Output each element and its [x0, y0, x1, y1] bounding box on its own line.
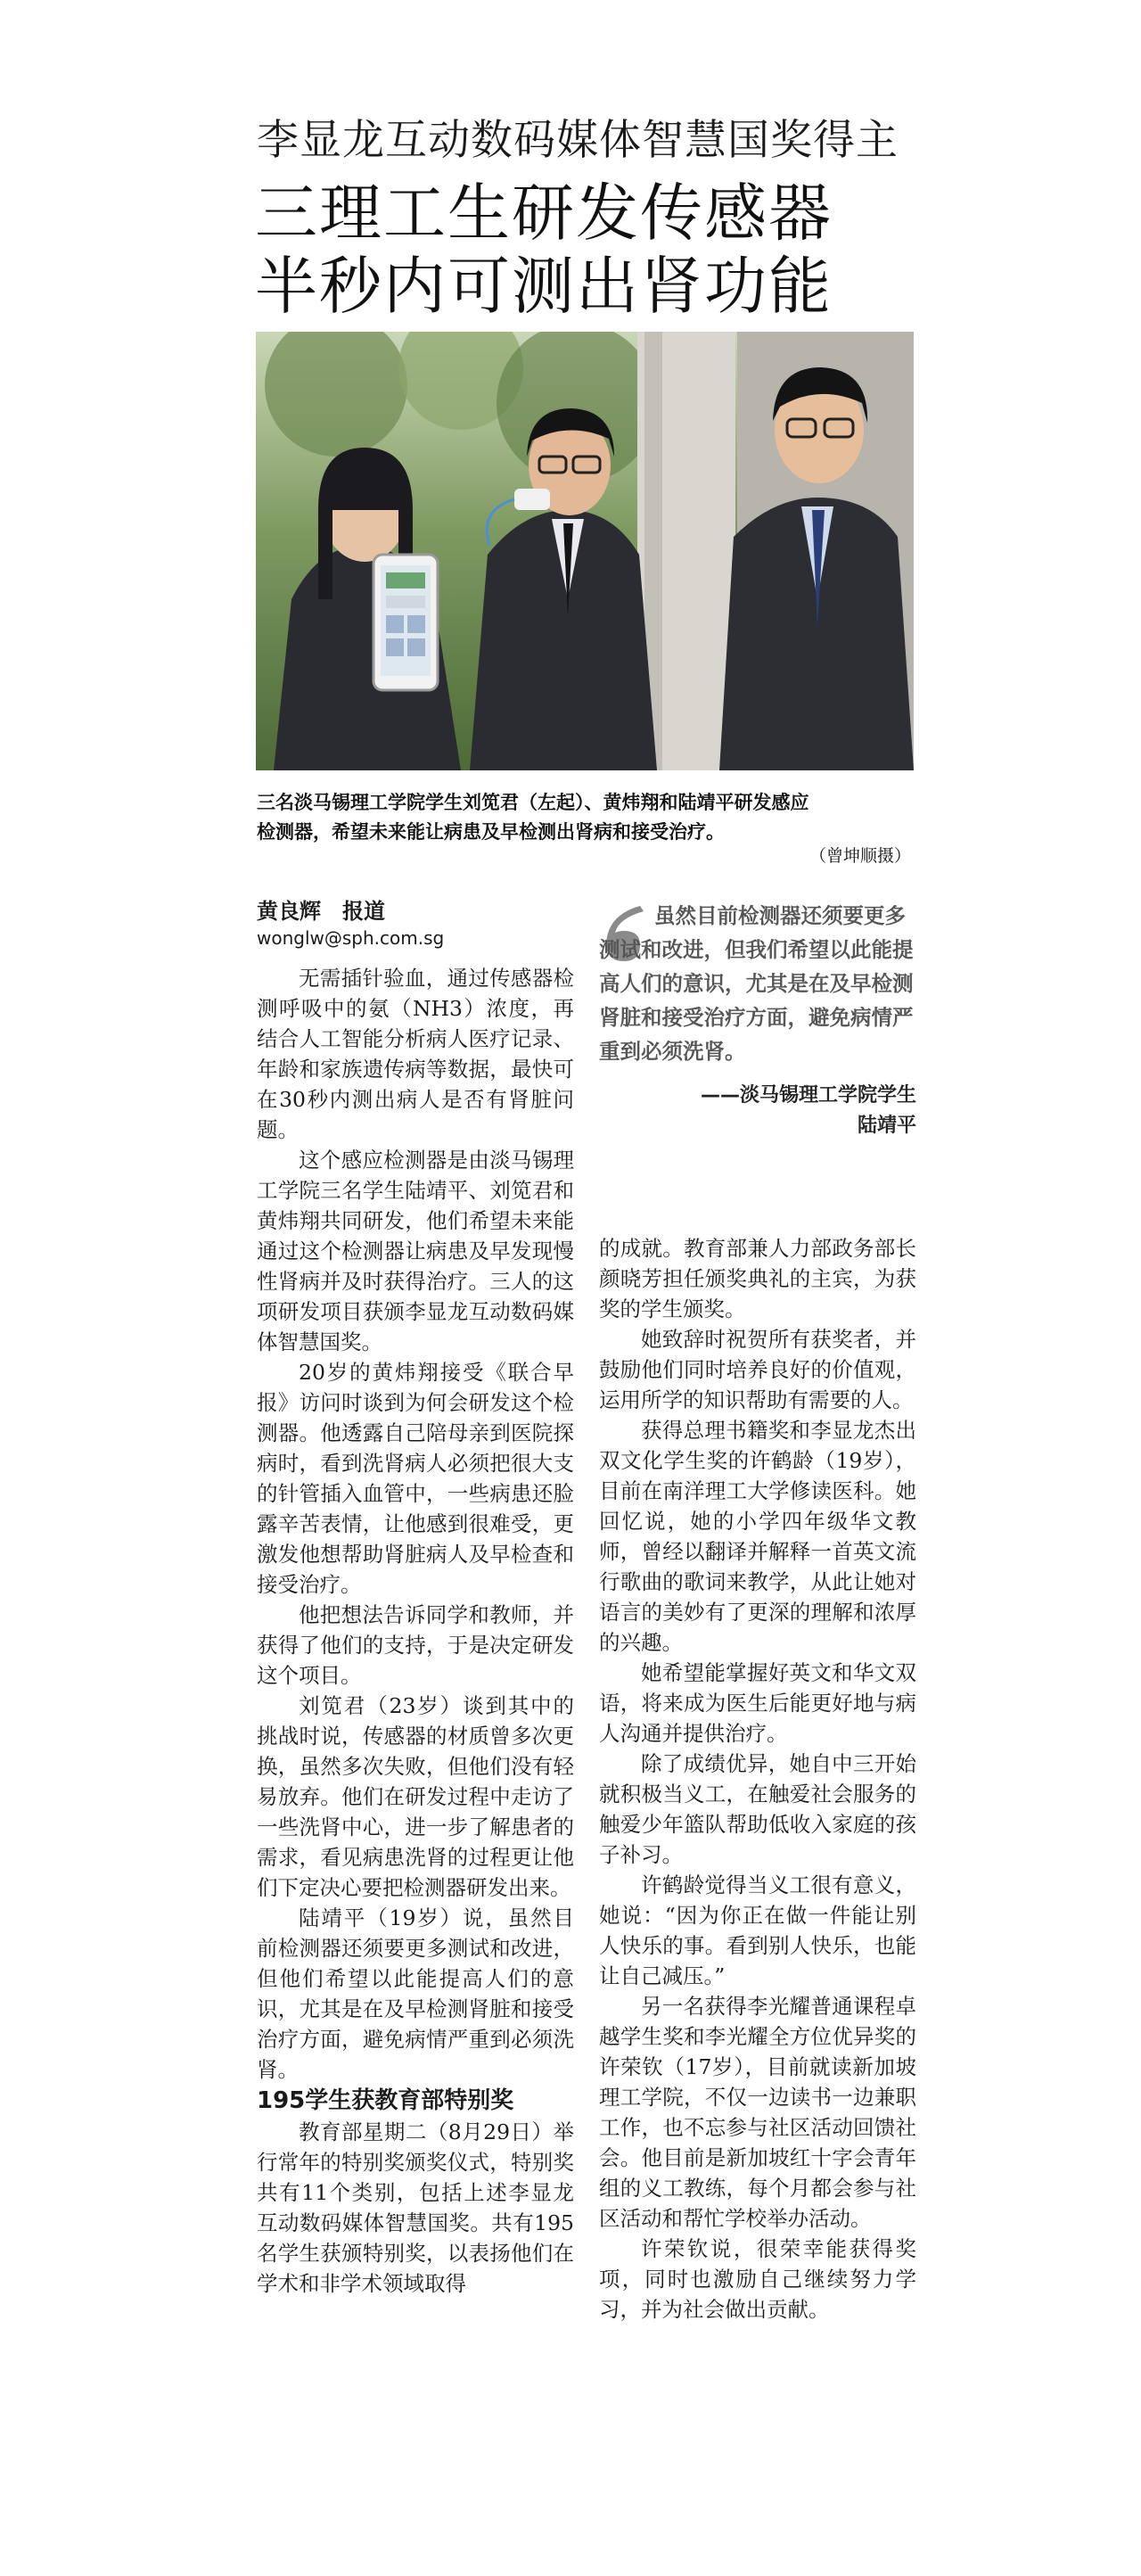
left-column: [257, 963, 574, 2299]
byline-name: 黄良辉 报道: [257, 899, 385, 924]
byline: [257, 897, 578, 951]
right-paragraph-2: 获得总理书籍奖和李显龙杰出双文化学生奖的许鹤龄（19岁），目前在南洋理工大学修读医科。她回忆说，她的小学四年级华文教师，曾经以翻译并解释一首英文流行歌曲的歌词来教学，从此让她对语言的美妙有了更深的理解和浓厚的兴趣。: [599, 1418, 916, 1655]
headline-line-1: 三理工生研发传感器: [255, 177, 833, 250]
left-paragraph-2: 这个感应检测器是由淡马锡理工学院三名学生陆靖平、刘笕君和黄炜翔共同研发，他们希望未来能通过这个检测器让病患及早发现慢性肾病并及时获得治疗。三人的这项研发项目获颁李显龙互动数码媒体智慧国奖。: [257, 1148, 574, 1354]
pull-quote: [599, 899, 920, 1141]
photo-caption-line-2: 检测器，希望未来能让病患及早检测出肾病和接受治疗。: [257, 821, 725, 843]
pull-quote-text: 虽然目前检测器还须要更多测试和改进，但我们希望以此能提高人们的意识，尤其是在及早检测肾脏和接受治疗方面，避免病情严重到必须洗肾。: [599, 903, 914, 1064]
headline: [255, 177, 968, 323]
right-column: [599, 1233, 916, 2325]
right-paragraph-7: 许荣钦说，很荣幸能获得奖项，同时也激励自己继续努力学习，并为社会做出贡献。: [599, 2236, 916, 2322]
right-continuation: 的成就。教育部兼人力部政务部长颜晓芳担任颁奖典礼的主宾，为获奖的学生颁奖。: [599, 1236, 916, 1321]
section-subhead: 195学生获教育部特别奖: [257, 2087, 514, 2114]
photo-credit: （曾坤顺摄）: [809, 846, 911, 866]
pull-quote-attribution-line-1: ——淡马锡理工学院学生: [700, 1084, 916, 1107]
right-paragraph-5: 许鹤龄觉得当义工很有意义，她说：“因为你正在做一件能让别人快乐的事。看到别人快乐，也能让自己减压。”: [599, 1872, 916, 1988]
left-paragraph-4: 他把想法告诉同学和教师，并获得了他们的支持，于是决定研发这个项目。: [257, 1602, 574, 1688]
photo-caption: [257, 788, 913, 847]
right-paragraph-4: 除了成绩优异，她自中三开始就积极当义工，在触爱社会服务的触爱少年篮队帮助低收入家庭的孩子补习。: [599, 1751, 916, 1867]
left-paragraph-6: 陆靖平（19岁）说，虽然目前检测器还须要更多测试和改进，但他们希望以此能提高人们的意识，尤其是在及早检测肾脏和接受治疗方面，避免病情严重到必须洗肾。: [257, 1905, 574, 2082]
right-paragraph-6: 另一名获得李光耀普通课程卓越学生奖和李光耀全方位优异奖的许荣钦（17岁），目前就读新加坡理工学院，不仅一边读书一边兼职工作，也不忘参与社区活动回馈社会。他目前是新加坡红十字会青年组的义工教练，每个月都会参与社区活动和帮忙学校举办活动。: [599, 1994, 916, 2231]
pull-quote-attribution-line-2: 陆靖平: [857, 1115, 916, 1137]
article-photo: [256, 332, 914, 770]
left-paragraph-7: 教育部星期二（8月29日）举行常年的特别奖颁奖仪式，特别奖共有11个类别，包括上述李显龙互动数码媒体智慧国奖。共有195名学生获颁特别奖，以表扬他们在学术和非学术领域取得: [257, 2119, 574, 2296]
left-paragraph-5: 刘笕君（23岁）谈到其中的挑战时说，传感器的材质曾多次更换，虽然多次失败，但他们没有轻易放弃。他们在研发过程中走访了一些洗肾中心，进一步了解患者的需求，看见病患洗肾的过程更让他们下定决心要把检测器研发出来。: [257, 1693, 574, 1900]
left-paragraph-3: 20岁的黄炜翔接受《联合早报》访问时谈到为何会研发这个检测器。他透露自己陪母亲到医院探病时，看到洗肾病人必须把很大支的针管插入血管中，一些病患还脸露辛苦表情，让他感到很难受，更激发他想帮助肾脏病人及早检查和接受治疗。: [257, 1360, 574, 1597]
headline-line-2: 半秒内可测出肾功能: [255, 250, 833, 323]
byline-email: wonglw@sph.com.sg: [257, 927, 445, 949]
photo-caption-line-1: 三名淡马锡理工学院学生刘笕君（左起）、黄炜翔和陆靖平研发感应: [257, 792, 809, 813]
right-paragraph-1: 她致辞时祝贺所有获奖者，并鼓励他们同时培养良好的价值观，运用所学的知识帮助有需要的人。: [599, 1327, 916, 1412]
kicker: 李显龙互动数码媒体智慧国奖得主: [257, 116, 899, 165]
right-paragraph-3: 她希望能掌握好英文和华文双语，将来成为医生后能更好地与病人沟通并提供治疗。: [599, 1660, 916, 1746]
left-paragraph-1: 无需插针验血，通过传感器检测呼吸中的氨（NH3）浓度，再结合人工智能分析病人医疗记录、年龄和家族遗传病等数据，最快可在30秒内测出病人是否有肾脏问题。: [257, 966, 574, 1142]
pull-quote-attribution: [599, 1081, 920, 1141]
